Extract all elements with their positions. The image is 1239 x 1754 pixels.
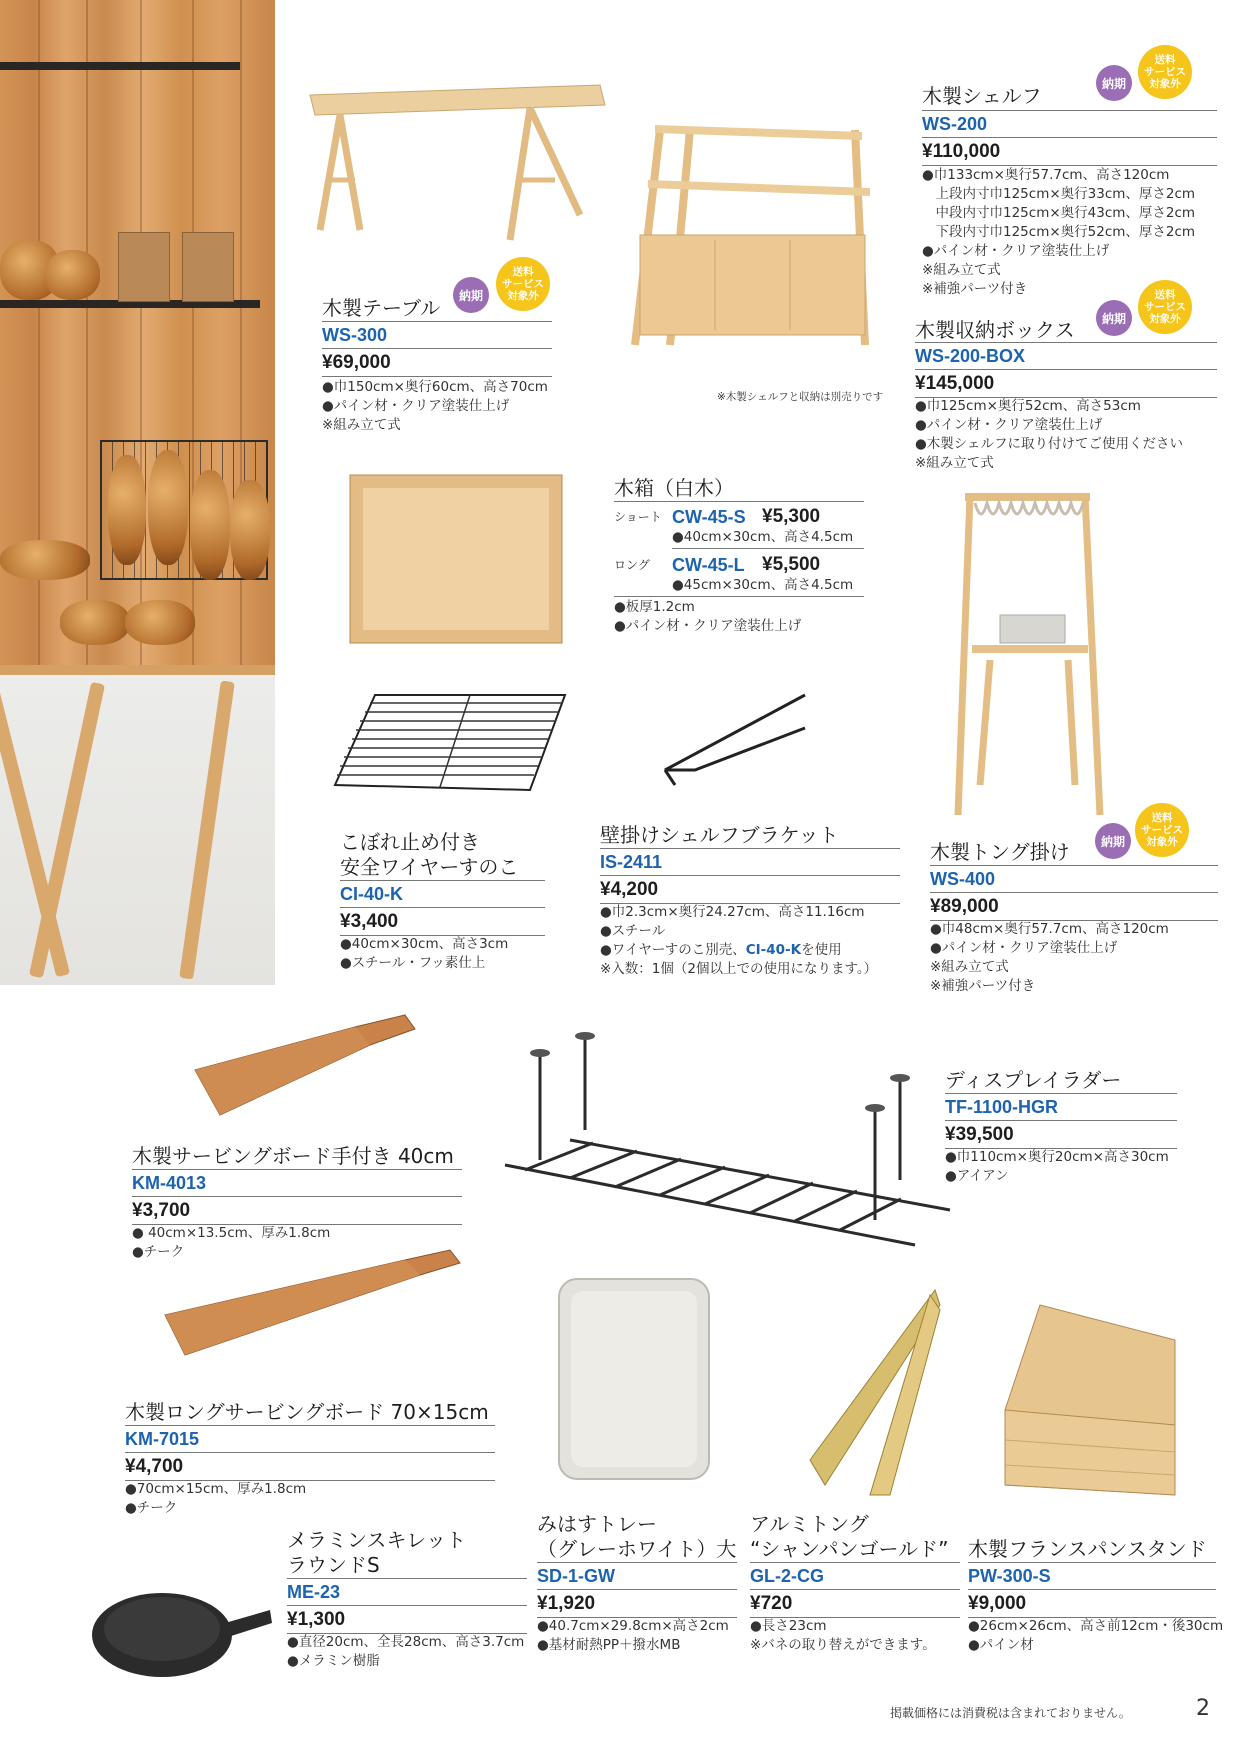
is2411-title: 壁掛けシェルフブラケット: [600, 823, 839, 847]
delivery-badge: 納期: [1096, 65, 1132, 101]
km7015-code: KM-7015: [125, 1429, 200, 1449]
km4013-code: KM-4013: [132, 1173, 207, 1193]
km4013-title: 木製サービングボード手付き 40cm: [132, 1144, 454, 1168]
ci40k-title-line1: こぼれ止め付き: [340, 830, 480, 854]
wooden-table-image: [300, 80, 610, 250]
ws200box-title: 木製収納ボックス: [915, 318, 1075, 342]
pw300s-title: 木製フランスパンスタンド: [968, 1537, 1207, 1561]
km7015-price: ¥4,700: [125, 1456, 184, 1477]
ws200-price: ¥110,000: [922, 141, 1001, 162]
tf1100-specs: ●巾110cm×奥行20cm×高さ30cm ●アイアン: [945, 1149, 1169, 1184]
cw-title: 木箱（白木）: [614, 476, 734, 500]
me23-price: ¥1,300: [287, 1609, 346, 1630]
shipping-excluded-badge: 送料 サービス 対象外: [496, 257, 550, 311]
cw-short-price: ¥5,300: [762, 506, 821, 527]
ws200-code: WS-200: [922, 114, 988, 134]
ws400-title: 木製トング掛け: [930, 840, 1070, 864]
ws300-price: ¥69,000: [322, 352, 391, 373]
cw-specs: ●板厚1.2cm ●パイン材・クリア塗装仕上げ: [614, 599, 802, 634]
cw-short-code: CW-45-S: [672, 507, 746, 527]
tf1100-code: TF-1100-HGR: [945, 1097, 1059, 1117]
ws200box-price: ¥145,000: [915, 373, 995, 394]
me23-title-line1: メラミンスキレット: [287, 1528, 466, 1552]
km7015-specs: ●70cm×15cm、厚み1.8cm ●チーク: [125, 1481, 307, 1516]
ci40k-title-line2: 安全ワイヤーすのこ: [340, 855, 519, 879]
shelf-bracket-image: [655, 690, 815, 790]
me23-specs: ●直径20cm、全長28cm、高さ3.7cm ●メラミン樹脂: [287, 1634, 525, 1669]
ws400-price: ¥89,000: [930, 896, 999, 917]
ws400-code: WS-400: [930, 869, 996, 889]
me23-title-line2: ラウンドS: [287, 1553, 380, 1577]
shipping-excluded-badge: 送料 サービス 対象外: [1138, 45, 1192, 99]
display-ladder-image: [495, 1030, 955, 1250]
cw-short-label: ショート: [614, 510, 662, 524]
sd1gw-title-line2: （グレーホワイト）大: [537, 1537, 737, 1561]
tray-image: [555, 1275, 715, 1485]
me23-code: ME-23: [287, 1582, 341, 1602]
ci40k-price: ¥3,400: [340, 911, 399, 932]
ci40k-code: CI-40-K: [340, 884, 404, 904]
ws300-specs: ●巾150cm×奥行60cm、高さ70cm ●パイン材・クリア塗装仕上げ ※組み立て式: [322, 379, 548, 433]
wooden-tong-stand-image: [950, 485, 1130, 825]
shelf-sold-separately-note: ※木製シェルフと収納は別売りです: [717, 391, 884, 403]
cw-long-price: ¥5,500: [762, 554, 821, 575]
pw300s-price: ¥9,000: [968, 1593, 1027, 1614]
delivery-badge: 納期: [453, 277, 489, 313]
tf1100-price: ¥39,500: [945, 1124, 1014, 1145]
ws200-specs: ●巾133cm×奥行57.7cm、高さ120cm 上段内寸巾125cm×奥行33cm、厚さ2cm 中段内寸巾125cm×奥行43cm、厚さ2cm 下段内寸巾125cm×奥行52cm、厚さ2cm ●パイン材・クリア塗装仕上げ ※組み立て式 ※補強パーツ付き: [922, 167, 1196, 297]
ws300-title: 木製テーブル: [322, 296, 441, 320]
gl2cg-title-line1: アルミトング: [750, 1512, 869, 1536]
tf1100-title: ディスプレイラダー: [945, 1068, 1122, 1092]
cw-long-spec: ●45cm×30cm、高さ4.5cm: [672, 577, 854, 593]
km4013-price: ¥3,700: [132, 1200, 191, 1221]
sd1gw-price: ¥1,920: [537, 1593, 596, 1614]
pw300s-specs: ●26cm×26cm、高さ前12cm・後30cm ●パイン材: [968, 1618, 1224, 1653]
long-serving-board-image: [160, 1245, 465, 1365]
skillet-image: [90, 1575, 275, 1685]
baguette-stand-image: [1000, 1300, 1180, 1500]
ci40k-specs: ●40cm×30cm、高さ3cm ●スチール・フッ素仕上: [340, 936, 509, 971]
shipping-excluded-badge: 送料 サービス 対象外: [1138, 280, 1192, 334]
km4013-specs: ● 40cm×13.5cm、厚み1.8cm ●チーク: [132, 1225, 331, 1260]
is2411-specs: ●巾2.3cm×奥行24.27cm、高さ11.16cm ●スチール ●ワイヤーすのこ別売、CI-40-Kを使用 ※入数：1個（2個以上での使用になります。）: [600, 904, 878, 977]
tax-note: 掲載価格には消費税は含まれておりません。: [890, 1706, 1131, 1720]
gl2cg-title-line2: “シャンパンゴールド”: [750, 1537, 949, 1561]
ws200box-code: WS-200-BOX: [915, 346, 1026, 366]
shipping-excluded-badge: 送料 サービス 対象外: [1135, 803, 1189, 857]
sd1gw-specs: ●40.7cm×29.8cm×高さ2cm ●基材耐熱PP＋撥水MB: [537, 1618, 729, 1653]
wooden-crate-image: [345, 470, 570, 650]
serving-board-handle-image: [190, 1015, 420, 1125]
km7015-title: 木製ロングサービングボード 70×15cm: [125, 1400, 489, 1424]
sd1gw-code: SD-1-GW: [537, 1566, 615, 1586]
gl2cg-price: ¥720: [750, 1593, 793, 1614]
ws200-title: 木製シェルフ: [922, 84, 1042, 108]
ws200box-specs: ●巾125cm×奥行52cm、高さ53cm ●パイン材・クリア塗装仕上げ ●木製シェルフに取り付けてご使用ください ※組み立て式: [915, 398, 1184, 471]
page-number: 2: [1196, 1696, 1210, 1721]
cw-short-spec: ●40cm×30cm、高さ4.5cm: [672, 529, 854, 545]
ws300-code: WS-300: [322, 325, 388, 345]
pw300s-code: PW-300-S: [968, 1566, 1051, 1586]
is2411-price: ¥4,200: [600, 879, 659, 900]
gl2cg-specs: ●長さ23cm ※バネの取り替えができます。: [750, 1618, 936, 1653]
cw-long-label: ロング: [614, 558, 650, 572]
wire-rack-image: [330, 690, 570, 800]
bakery-display-photo: [0, 0, 275, 985]
is2411-code: IS-2411: [600, 852, 663, 872]
wooden-shelf-image: [630, 120, 880, 370]
gold-tong-image: [780, 1285, 950, 1500]
delivery-badge: 納期: [1096, 300, 1132, 336]
delivery-badge: 納期: [1095, 823, 1131, 859]
gl2cg-code: GL-2-CG: [750, 1566, 824, 1586]
cw-long-code: CW-45-L: [672, 555, 745, 575]
ws400-specs: ●巾48cm×奥行57.7cm、高さ120cm ●パイン材・クリア塗装仕上げ ※組み立て式 ※補強パーツ付き: [930, 921, 1169, 994]
sd1gw-title-line1: みはすトレー: [537, 1512, 657, 1536]
